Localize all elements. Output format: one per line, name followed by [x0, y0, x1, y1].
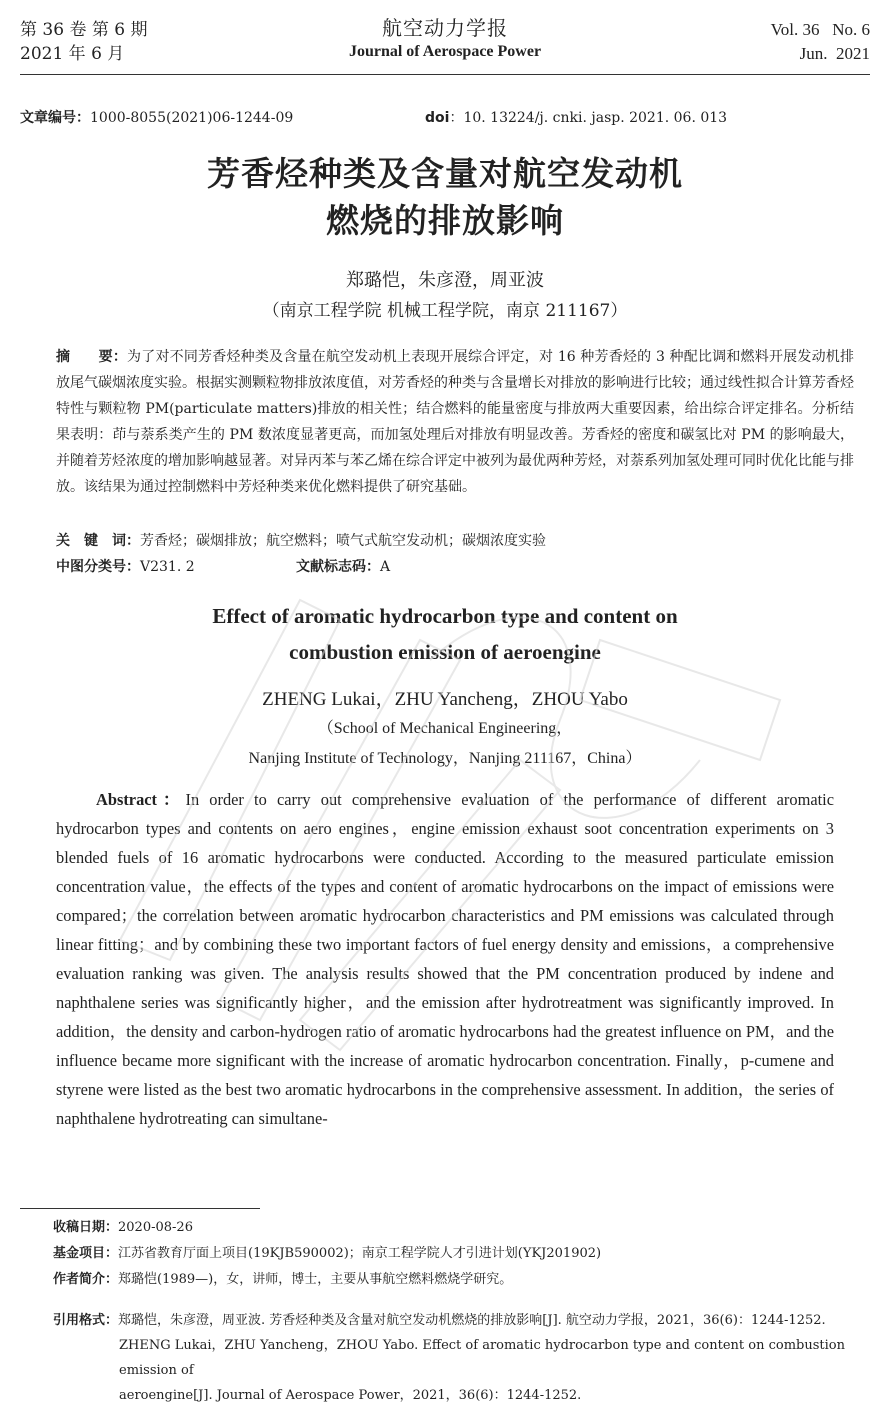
article-number — [20, 107, 293, 127]
authors-en: ZHENG Lukai，ZHU Yancheng，ZHOU Yabo — [262, 689, 628, 710]
author-bio — [53, 1268, 512, 1292]
citation-line3: aeroengine[J]. Journal of Aerospace Power，2021，36(6)：1244-1252. — [119, 1388, 582, 1403]
title-cn — [0, 150, 890, 244]
date-en: Jun. 2021 — [799, 44, 870, 63]
received-date — [53, 1216, 193, 1240]
date-cn: 2021 年 6 月 — [20, 44, 125, 64]
authors-cn: 郑璐恺，朱彦澄，周亚波 — [346, 270, 544, 291]
article-number-label: 文章编号： — [20, 110, 90, 126]
doi — [425, 107, 727, 127]
journal-name — [0, 16, 890, 64]
received-date-label: 收稿日期： — [53, 1220, 119, 1235]
fund-project — [53, 1242, 601, 1266]
doi-value: ：10. 13224/j. cnki. jasp. 2021. 06. 013 — [449, 110, 728, 126]
abstract-cn-label: 摘 要： — [56, 349, 128, 365]
title-en — [0, 598, 890, 670]
document-code — [296, 554, 496, 580]
document-code-label: 文献标志码： — [296, 559, 380, 575]
abstract-cn — [56, 344, 854, 500]
volume-cn: 第 36 卷 第 6 期 — [20, 20, 148, 40]
clc-number — [56, 554, 296, 580]
document-code-value: A — [380, 559, 391, 575]
journal-name-cn: 航空动力学报 — [382, 16, 508, 40]
abstract-cn-text: 为了对不同芳香烃种类及含量在航空发动机上表现开展综合评定，对 16 种芳香烃的 3 种配比调和燃料开展发动机排放尾气碳烟浓度实验。根据实测颗粒物排放浓度值，对芳香烃的种类与含量增长对排放的影响进行比较；通过线性拟合计算芳香烃特性与颗粒物 PM(particulate matters)排放的相关性；结合燃料的能量密度与排放两大重要因素，给出综合评定排名。分析结果表明：茚与萘系类产生的 PM 数浓度显著更高，而加氢处理后对排放有明显改善。芳香烃的密度和碳氢比对 PM 的影响最大，并随着芳烃浓度的增加影响越显著。对异丙苯与苯乙烯在综合评定中被列为最优两种芳烃，对萘系列加氢处理可同时优化比能与排放。该结果为通过控制燃料中芳烃种类来优化燃料提供了研究基础。 — [56, 349, 854, 495]
abstract-en-label: Abstract： — [96, 790, 186, 809]
fund-project-value: 江苏省教育厅面上项目(19KJB590002)；南京工程学院人才引进计划(YKJ201902) — [118, 1246, 602, 1261]
affiliation-en-line2: Nanjing Institute of Technology，Nanjing 211167，China） — [248, 750, 642, 767]
header-divider — [20, 74, 870, 75]
keywords-cn — [56, 528, 854, 554]
citation-line2: ZHENG Lukai，ZHU Yancheng，ZHOU Yabo. Effect of aromatic hydrocarbon type and content on combustion emission of — [119, 1338, 845, 1378]
fund-project-label: 基金项目： — [53, 1246, 119, 1261]
received-date-value: 2020-08-26 — [118, 1220, 193, 1235]
footnote-divider — [20, 1208, 260, 1209]
doi-label: doi — [425, 110, 450, 126]
journal-name-en: Journal of Aerospace Power — [348, 43, 542, 60]
affiliation-cn: （南京工程学院 机械工程学院，南京 211167） — [262, 301, 628, 321]
affiliation-en-line1: （School of Mechanical Engineering， — [317, 720, 573, 737]
title-cn-line1: 芳香烃种类及含量对航空发动机 — [207, 154, 683, 193]
issue-info-en — [771, 18, 870, 66]
article-number-value: 1000-8055(2021)06-1244-09 — [90, 110, 294, 126]
citation-label: 引用格式： — [53, 1313, 119, 1328]
volume-en: Vol. 36 No. 6 — [770, 20, 870, 39]
title-en-line2: combustion emission of aeroengine — [289, 640, 601, 664]
title-cn-line2: 燃烧的排放影响 — [326, 201, 564, 240]
affiliation-en — [0, 714, 890, 774]
abstract-en — [56, 785, 834, 1133]
author-bio-value: 郑璐恺(1989—)，女，讲师，博士，主要从事航空燃料燃烧学研究。 — [118, 1272, 513, 1287]
clc-value: V231. 2 — [140, 559, 195, 575]
clc-label: 中图分类号： — [56, 559, 140, 575]
keywords-label: 关 键 词： — [56, 533, 140, 549]
citation-line1: 郑璐恺，朱彦澄，周亚波. 芳香烃种类及含量对航空发动机燃烧的排放影响[J]. 航空动力学报，2021，36(6)：1244-1252. — [118, 1313, 826, 1328]
abstract-en-text: In order to carry out comprehensive evaluation of the performance of different aromatic hydrocarbon types and contents on aero engines，engine emission exhaust soot concentration experiments on 3 blended fuels of 16 aromatic hydrocarbons were conducted. According to the measured particulate emission concentration value，the effects of the types and content of aromatic hydrocarbons on the impact of emissions were compared；the correlation between aromatic hydrocarbon characteristics and PM emissions was calculated through linear fitting；and by combining these two important factors of fuel energy density and emissions，a comprehensive evaluation ranking was given. The analysis results showed that the PM concentration produced by indene and naphthalene series was significantly higher，and the emission after hydrotreatment was significantly improved. In addition，the density and carbon-hydrogen ratio of aromatic hydrocarbons had the greatest influence on PM，and the influence became more significant with the increase of aromatic hydrocarbon concentration. Finally，p-cumene and styrene were listed as the best two aromatic hydrocarbons in the comprehensive assessment. In addition，the series of naphthalene hydrotreating can simultane- — [56, 790, 834, 1128]
keywords-value: 芳香烃；碳烟排放；航空燃料；喷气式航空发动机；碳烟浓度实验 — [140, 533, 546, 549]
title-en-line1: Effect of aromatic hydrocarbon type and content on — [212, 604, 678, 628]
citation — [53, 1308, 873, 1408]
author-bio-label: 作者简介： — [53, 1272, 119, 1287]
